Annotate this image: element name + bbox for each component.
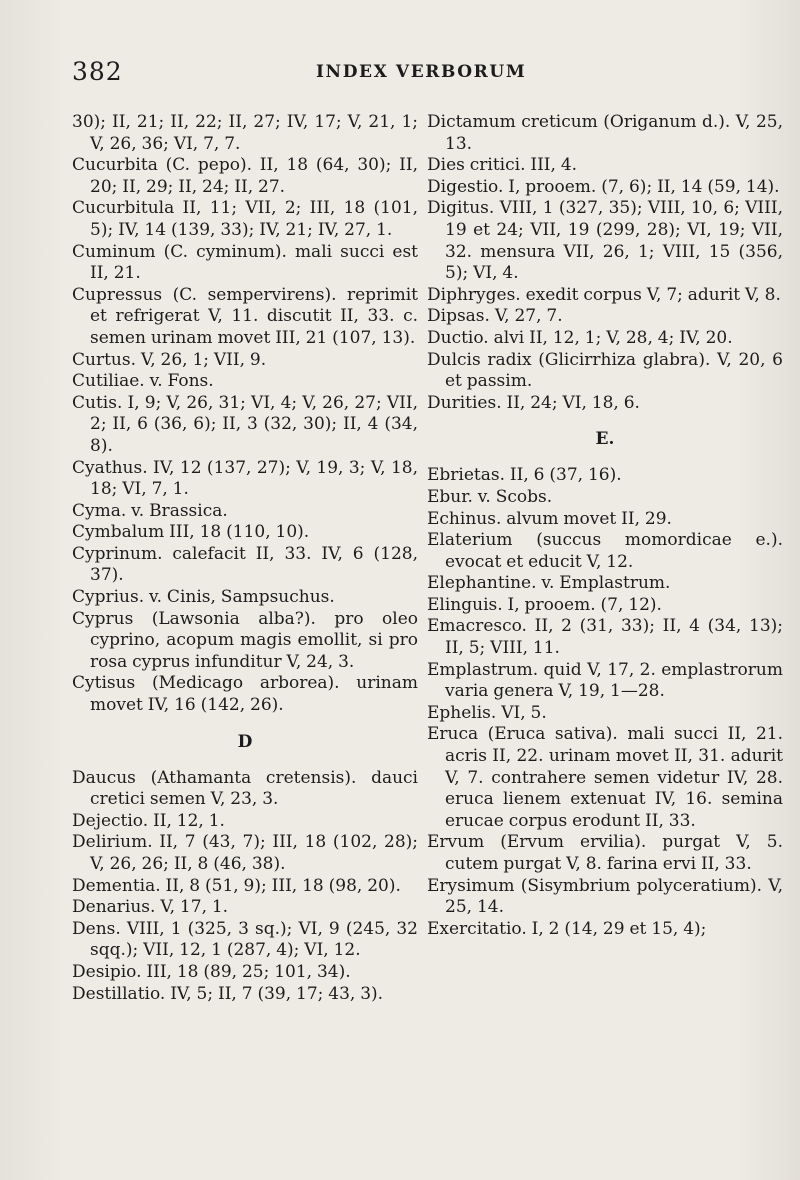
index-entry: Ervum (Ervum ervilia). purgat V, 5. cutem purgat V, 8. farina ervi II, 33. (427, 832, 783, 874)
index-entry: Digestio. I, prooem. (7, 6); II, 14 (59, 14). (427, 176, 780, 197)
index-entry: Desipio. III, 18 (89, 25; 101, 34). (72, 961, 351, 982)
index-entry: Ephelis. VI, 5. (427, 702, 547, 723)
index-entry: Elinguis. I, prooem. (7, 12). (427, 594, 662, 615)
index-entry: Cuminum (C. cyminum). mali succi est II, 21. (72, 241, 418, 284)
index-entry: Daucus (Athamanta cretensis). dauci cretici semen V, 23, 3. (72, 767, 418, 810)
index-entry: Cutis. I, 9; V, 26, 31; VI, 4; V, 26, 27; VII, 2; II, 6 (36, 6); II, 3 (32, 30); II, 4 (34, 8). (72, 392, 418, 456)
index-entry: Durities. II, 24; VI, 18, 6. (427, 392, 640, 413)
index-entry: Dens. VIII, 1 (325, 3 sq.); VI, 9 (245, 32 sqq.); VII, 12, 1 (287, 4); VI, 12. (72, 918, 418, 961)
index-entry: Ebur. v. Scobs. (427, 486, 553, 507)
index-entry: Elaterium (succus momordicae e.). evocat et educit V, 12. (427, 530, 783, 572)
index-entry: Cyma. v. Brassica. (72, 500, 228, 521)
index-entry: Emplastrum. quid V, 17, 2. emplastrorum varia genera V, 19, 1—28. (427, 659, 783, 702)
page-number: 382 (72, 57, 123, 86)
index-entry: Elephantine. v. Emplastrum. (427, 573, 671, 594)
index-entry: Dipsas. V, 27, 7. (427, 306, 563, 327)
index-entry: Emacresco. II, 2 (31, 33); II, 4 (34, 13); II, 5; VIII, 11. (427, 616, 783, 659)
index-entry: Digitus. VIII, 1 (327, 35); VIII, 10, 6; VIII, 19 et 24; VII, 19 (299, 28); VI, 19; VII, 32. mensura VII, 26, 1; VIII, 15 (356, 5); VI, 4. (427, 198, 783, 284)
index-entry: Cyprius. v. Cinis, Sampsuchus. (72, 587, 335, 608)
section-heading-d: D (237, 731, 253, 752)
index-entry: Erysimum (Sisymbrium polyceratium). V, 25, 14. (427, 875, 783, 918)
section-heading-e: E. (595, 429, 615, 450)
page-header (72, 57, 772, 89)
index-entry: Ebrietas. II, 6 (37, 16). (427, 465, 622, 486)
index-entry: Cutiliae. v. Fons. (72, 371, 214, 392)
index-entry: Cucurbitula II, 11; VII, 2; III, 18 (101, 5); IV, 14 (139, 33); IV, 21; IV, 27, 1. (72, 198, 418, 240)
index-entry: Dictamum creticum (Origanum d.). V, 25, 13. (427, 112, 783, 154)
index-entry: Cyathus. IV, 12 (137, 27); V, 19, 3; V, 18, 18; VI, 7, 1. (72, 457, 418, 500)
index-entry: Cyprus (Lawsonia alba?). pro oleo cyprino, acopum magis emollit, si pro rosa cyprus infunditur V, 24, 3. (72, 608, 418, 672)
index-entry: Cupressus (C. sempervirens). reprimit et refrigerat V, 11. discutit II, 33. c. semen urinam movet III, 21 (107, 13). (72, 284, 418, 348)
index-entry: Destillatio. IV, 5; II, 7 (39, 17; 43, 3). (72, 983, 384, 1004)
index-entry: Echinus. alvum movet II, 29. (427, 508, 672, 529)
index-entry: Cytisus (Medicago arborea). urinam movet IV, 16 (142, 26). (72, 673, 418, 716)
index-entry: Cyprinum. calefacit II, 33. IV, 6 (128, 37). (72, 543, 418, 586)
index-entry: Dies critici. III, 4. (427, 155, 578, 176)
right-column (427, 112, 783, 940)
index-entry: Denarius. V, 17, 1. (72, 897, 229, 918)
right-entries-a (427, 112, 783, 414)
left-column (72, 112, 418, 1005)
index-entry: Dejectio. II, 12, 1. (72, 810, 225, 831)
index-entry: Curtus. V, 26, 1; VII, 9. (72, 349, 267, 370)
index-entry: Eruca (Eruca sativa). mali succi II, 21. acris II, 22. urinam movet II, 31. adurit V, 7. contrahere semen videtur IV, 28. eruca lienem extenuat IV, 16. semina erucae corpus erodunt II, 33. (427, 724, 783, 831)
index-entry: Cymbalum III, 18 (110, 10). (72, 522, 310, 543)
index-entry: Ductio. alvi II, 12, 1; V, 28, 4; IV, 20. (427, 327, 733, 348)
right-entries-b (427, 465, 783, 940)
index-entry: Exercitatio. I, 2 (14, 29 et 15, 4); (427, 918, 707, 939)
index-entry: Diphryges. exedit corpus V, 7; adurit V, 8. (427, 284, 781, 305)
index-entry: Cucurbita (C. pepo). II, 18 (64, 30); II, 20; II, 29; II, 24; II, 27. (72, 155, 418, 197)
index-entry: Dulcis radix (Glicirrhiza glabra). V, 20, 6 et passim. (427, 349, 783, 392)
left-entries-a (72, 112, 418, 717)
running-title: INDEX VERBORUM (316, 62, 527, 82)
index-entry: Delirium. II, 7 (43, 7); III, 18 (102, 28); V, 26, 26; II, 8 (46, 38). (72, 832, 418, 874)
left-entries-b (72, 768, 418, 1006)
index-entry: Dementia. II, 8 (51, 9); III, 18 (98, 20). (72, 875, 401, 896)
index-entry: 30); II, 21; II, 22; II, 27; IV, 17; V, 21, 1; V, 26, 36; VI, 7, 7. (72, 112, 418, 154)
